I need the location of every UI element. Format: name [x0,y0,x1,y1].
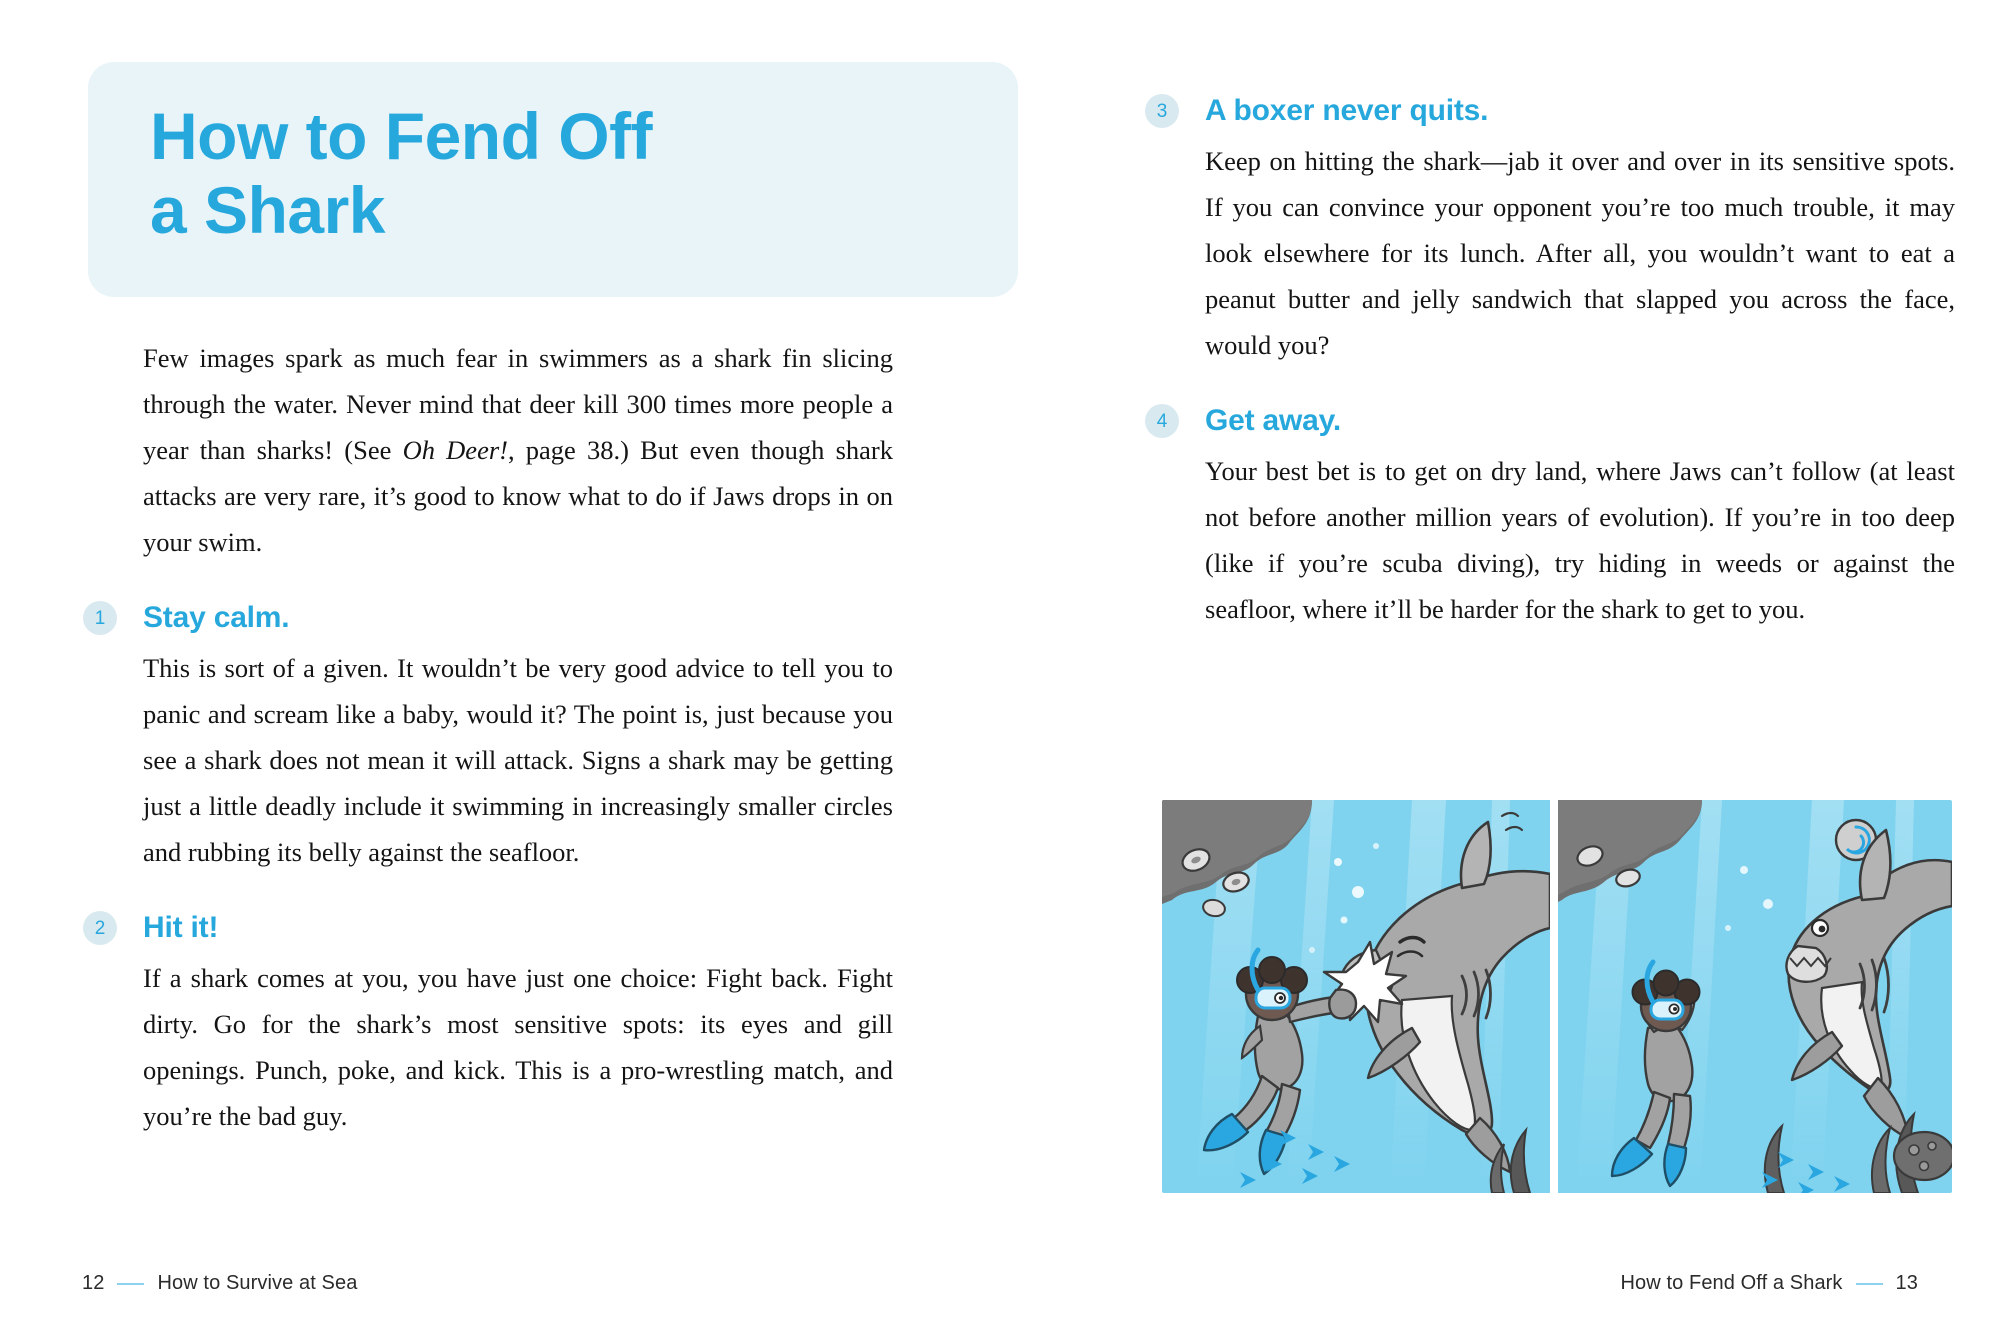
step-4 [1156,398,1955,632]
footer-right-dash-icon [1856,1283,1883,1285]
shark-illustration-svg [1162,800,1952,1193]
cross-reference-title: Oh Deer! [402,435,508,465]
footer-right [1621,1272,1919,1295]
right-column-body [1156,88,1955,632]
footer-left-running-head: How to Survive at Sea [157,1272,358,1294]
illustration-panel-right [1558,800,1952,1193]
page-title-line-1: How to Fend Off [150,99,653,173]
step-1-number-badge: 1 [83,601,117,635]
step-3 [1156,88,1955,368]
illustration-panel-divider [1550,800,1558,1193]
step-4-header [1156,398,1955,446]
step-3-title: A boxer never quits. [1205,94,1489,127]
step-2-title: Hit it! [143,911,219,944]
footer-right-running-head: How to Fend Off a Shark [1620,1272,1843,1294]
step-4-title: Get away. [1205,404,1342,437]
illustration-panel-left [1162,800,1550,1193]
intro-text-before: Few images spark as much fear in swimmers as a shark fin slicing through the water. Never mind that deer kill 300 times more people a year than sharks! (See [143,343,893,465]
step-2-header [94,905,893,953]
footer-left-page-number: 12 [82,1272,105,1294]
step-3-body: Keep on hitting the shark—jab it over and over in its sensitive spots. If you can convince your opponent you’re too much trouble, it may look elsewhere for its lunch. After all, you wouldn’t want to eat a peanut butter and jelly sandwich that slapped you across the face, would you? [1205,146,1955,360]
step-4-number-badge: 4 [1145,404,1179,438]
intro-paragraph [143,335,893,565]
chapter-title-panel [88,62,1018,297]
footer-left-dash-icon [117,1283,144,1285]
step-1-header [94,595,893,643]
step-1-title: Stay calm. [143,601,290,634]
footer-left [82,1272,357,1295]
shark-illustration [1162,800,1952,1193]
step-2 [94,905,893,1139]
page-right [1000,0,2000,1333]
step-1 [94,595,893,875]
page-title [150,100,1018,248]
page-title-line-2: a Shark [150,172,385,247]
step-3-header [1156,88,1955,136]
step-2-number-badge: 2 [83,911,117,945]
intro-text-after: , page 38.) But even though shark attacks are very rare, it’s good to know what to do if Jaws drops in on your swim. [143,435,893,557]
step-3-number-badge: 3 [1145,94,1179,128]
footer-right-page-number: 13 [1895,1272,1918,1294]
step-4-body: Your best bet is to get on dry land, where Jaws can’t follow (at least not before another million years of evolution). If you’re in too deep (like if you’re scuba diving), try hiding in weeds or against the seafloor, where it’ll be harder for the shark to get to you. [1205,456,1955,624]
step-2-body: If a shark comes at you, you have just one choice: Fight back. Fight dirty. Go for the shark’s most sensitive spots: its eyes and gill openings. Punch, poke, and kick. This is a pro-wrestling match, and you’re the bad guy. [143,963,893,1131]
step-1-body: This is sort of a given. It wouldn’t be very good advice to tell you to panic and scream like a baby, would it? The point is, just because you see a shark does not mean it will attack. Signs a shark may be getting just a little deadly include it swimming in increasingly smaller circles and rubbing its belly against the seafloor. [143,653,893,867]
left-column-body [94,335,893,1139]
